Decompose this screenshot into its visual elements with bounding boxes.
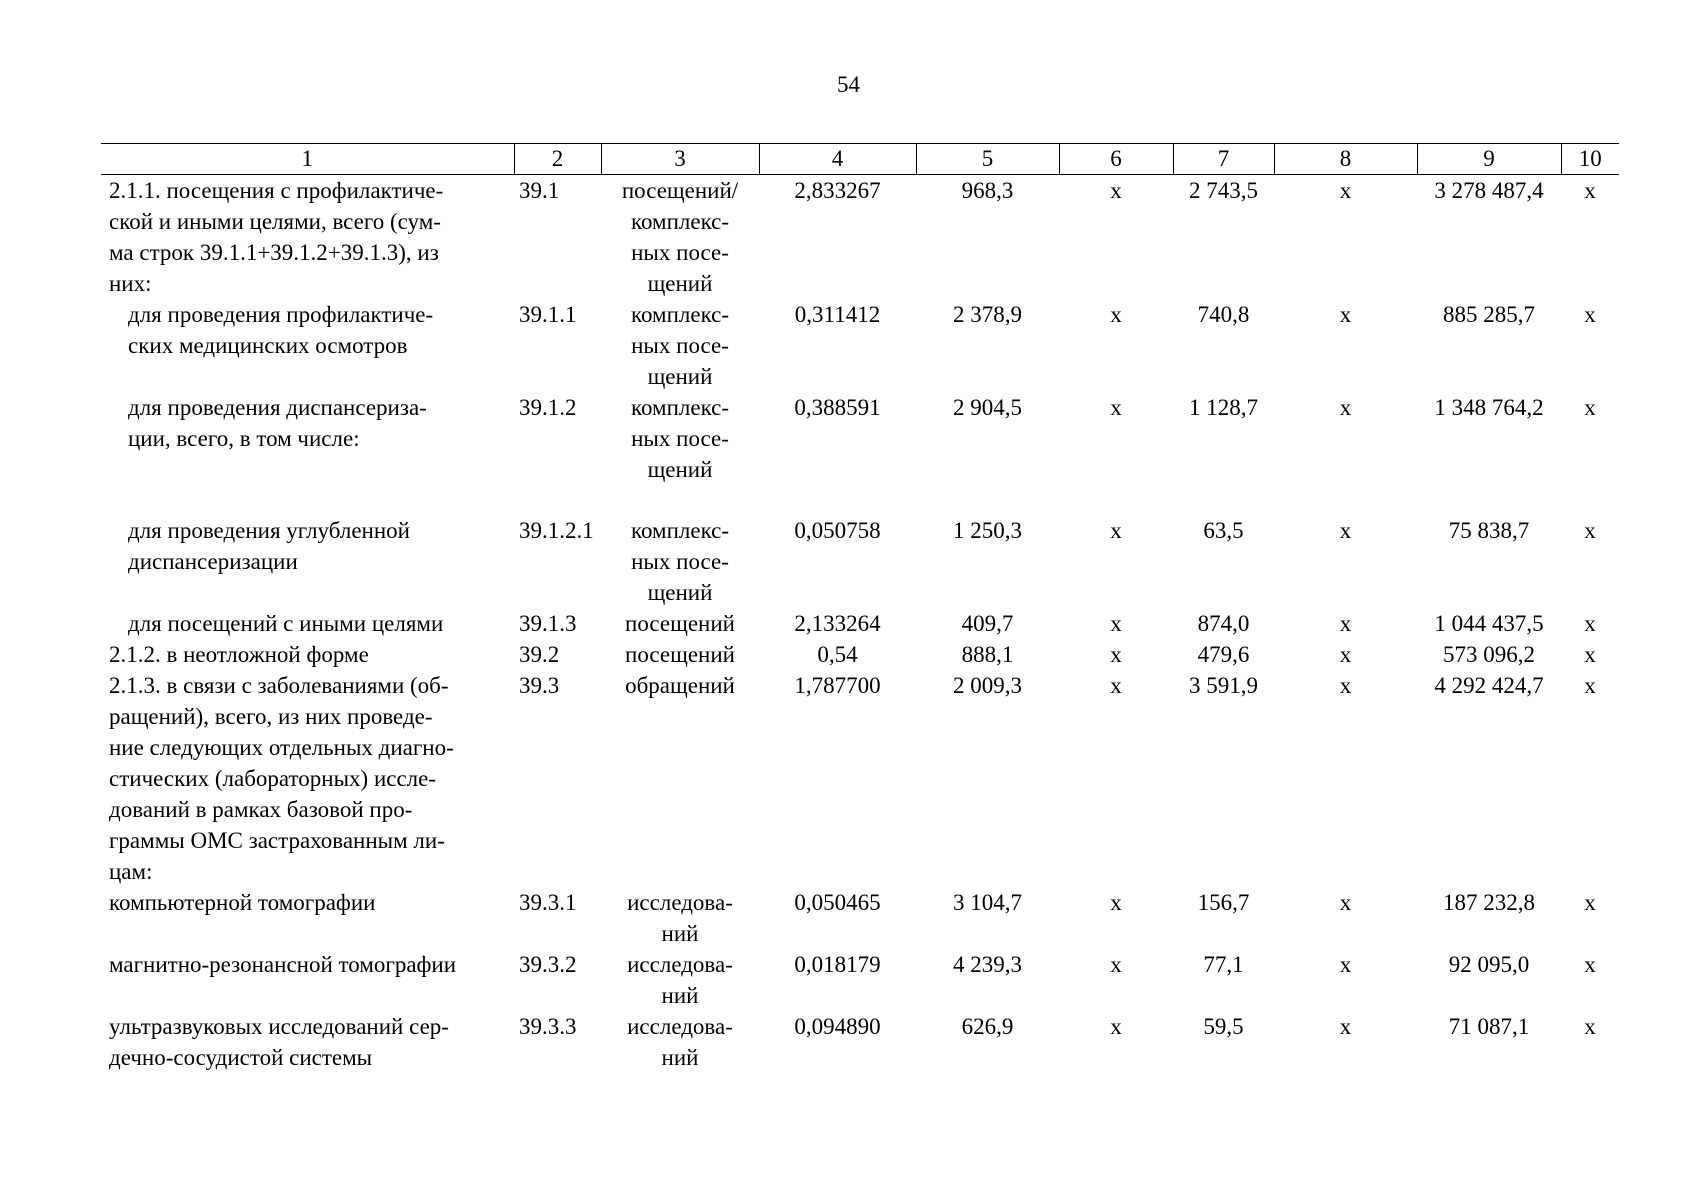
unit-line: ний xyxy=(661,983,699,1008)
unit-line: посещений/ xyxy=(621,178,739,203)
cell-description xyxy=(101,1011,514,1073)
unit-line: ных посе- xyxy=(631,549,729,574)
cell-line-code: 39.1 xyxy=(519,178,560,203)
description-line: граммы ОМС застрахованным ли- xyxy=(109,828,445,853)
cell-col-8: х xyxy=(1339,518,1352,543)
description-line: ской и иными целями, всего (сум- xyxy=(109,209,441,234)
cell-col-10: х xyxy=(1584,302,1596,327)
cell-unit xyxy=(601,392,759,485)
description-line: для проведения профилактиче- xyxy=(128,302,434,327)
header-col-4: 4 xyxy=(759,144,916,175)
table-row xyxy=(101,887,1619,949)
cell-col-4: 0,018179 xyxy=(794,952,881,977)
header-row xyxy=(101,144,1619,175)
cell-col-7: 1 128,7 xyxy=(1189,395,1258,420)
description-line: ние следующих отдельных диагно- xyxy=(109,735,454,760)
unit-line: посещений xyxy=(625,611,735,636)
unit-line: ных посе- xyxy=(631,240,729,265)
description-line: для посещений с иными целями xyxy=(128,611,444,636)
unit-line: щений xyxy=(647,580,713,605)
header-col-1: 1 xyxy=(101,144,514,175)
unit-line: исследова- xyxy=(627,890,733,915)
cell-col-9: 1 044 437,5 xyxy=(1434,611,1544,636)
cell-col-4: 0,094890 xyxy=(794,1014,881,1039)
cell-col-6: х xyxy=(1110,673,1122,698)
unit-line: исследова- xyxy=(627,952,733,977)
unit-line: щений xyxy=(647,457,713,482)
unit-line: щений xyxy=(647,271,713,296)
description-line: ращений), всего, из них проведе- xyxy=(109,704,433,729)
cell-col-4: 1,787700 xyxy=(794,673,881,698)
cell-col-7: 3 591,9 xyxy=(1189,673,1258,698)
header-col-8: 8 xyxy=(1274,144,1417,175)
cell-col-10: х xyxy=(1584,642,1596,667)
table-row xyxy=(101,175,1619,300)
cell-unit xyxy=(601,949,759,1011)
cell-line-code: 39.1.2 xyxy=(519,395,577,420)
header-col-6: 6 xyxy=(1059,144,1173,175)
cell-line-code: 39.3.1 xyxy=(519,890,577,915)
cell-col-6: х xyxy=(1110,611,1122,636)
cell-description xyxy=(101,515,514,608)
unit-line: комплекс- xyxy=(630,209,730,234)
header-col-9: 9 xyxy=(1417,144,1561,175)
table-row xyxy=(101,670,1619,887)
cell-col-6: х xyxy=(1110,302,1122,327)
unit-line: обращений xyxy=(625,673,735,698)
cell-line-code: 39.1.2.1 xyxy=(519,518,594,543)
cell-line-code: 39.3 xyxy=(519,673,560,698)
cell-description xyxy=(101,949,514,1011)
unit-line: ний xyxy=(661,1045,699,1070)
cell-col-10: х xyxy=(1584,673,1596,698)
description-line: дований в рамках базовой про- xyxy=(109,797,413,822)
cell-col-5: 1 250,3 xyxy=(953,518,1022,543)
description-line: ма строк 39.1.1+39.1.2+39.1.3), из xyxy=(109,240,439,265)
header-col-2: 2 xyxy=(514,144,601,175)
cell-description xyxy=(101,175,514,300)
cell-description xyxy=(101,608,514,639)
row-spacer xyxy=(101,485,1619,515)
cell-col-9: 1 348 764,2 xyxy=(1434,395,1544,420)
description-line: дечно-сосудистой системы xyxy=(109,1045,373,1070)
cell-col-7: 874,0 xyxy=(1197,611,1250,636)
cell-col-5: 626,9 xyxy=(961,1014,1014,1039)
description-line: компьютерной томографии xyxy=(109,890,376,915)
table-body xyxy=(101,175,1619,1074)
cell-col-8: х xyxy=(1339,611,1352,636)
cell-col-4: 2,833267 xyxy=(794,178,881,203)
header-col-10: 10 xyxy=(1561,144,1619,175)
cell-description xyxy=(101,887,514,949)
cell-col-10: х xyxy=(1584,395,1596,420)
cell-col-9: 92 095,0 xyxy=(1448,952,1530,977)
header-col-3: 3 xyxy=(601,144,759,175)
page-number: 54 xyxy=(837,72,860,97)
cell-col-5: 968,3 xyxy=(961,178,1014,203)
unit-line: комплекс- xyxy=(630,302,730,327)
cell-col-4: 2,133264 xyxy=(794,611,881,636)
cell-unit xyxy=(601,608,759,639)
cell-col-8: х xyxy=(1339,952,1352,977)
description-line: ультразвуковых исследований сер- xyxy=(109,1014,449,1039)
unit-line: посещений xyxy=(625,642,735,667)
header-col-7: 7 xyxy=(1173,144,1274,175)
cell-unit xyxy=(601,299,759,392)
table-row xyxy=(101,949,1619,1011)
table-row xyxy=(101,1011,1619,1073)
cell-col-9: 71 087,1 xyxy=(1448,1014,1530,1039)
cell-col-5: 2 904,5 xyxy=(953,395,1022,420)
cell-col-7: 740,8 xyxy=(1197,302,1250,327)
table-row xyxy=(101,299,1619,392)
cell-col-4: 0,54 xyxy=(817,642,858,667)
cell-col-10: х xyxy=(1584,611,1596,636)
cell-col-6: х xyxy=(1110,952,1122,977)
cell-unit xyxy=(601,887,759,949)
cell-unit xyxy=(601,670,759,887)
cell-col-4: 0,050758 xyxy=(794,518,881,543)
unit-line: ний xyxy=(661,921,699,946)
description-line: 2.1.3. в связи с заболеваниями (об- xyxy=(109,673,449,698)
cell-col-6: х xyxy=(1110,1014,1122,1039)
cell-col-6: х xyxy=(1110,518,1122,543)
cell-col-5: 888,1 xyxy=(961,642,1014,667)
data-table xyxy=(101,143,1619,1073)
cell-description xyxy=(101,299,514,392)
description-line: стических (лабораторных) иссле- xyxy=(109,766,437,791)
cell-col-5: 3 104,7 xyxy=(953,890,1022,915)
cell-line-code: 39.2 xyxy=(519,642,560,667)
cell-col-8: х xyxy=(1339,642,1352,667)
unit-line: щений xyxy=(647,364,713,389)
cell-col-7: 77,1 xyxy=(1203,952,1244,977)
cell-description xyxy=(101,670,514,887)
cell-col-5: 2 009,3 xyxy=(953,673,1022,698)
table-row xyxy=(101,639,1619,670)
description-line: цам: xyxy=(109,859,153,884)
table-row xyxy=(101,392,1619,485)
cell-col-9: 573 096,2 xyxy=(1443,642,1535,667)
description-line: ских медицинских осмотров xyxy=(128,333,408,358)
description-line: магнитно-резонансной томографии xyxy=(109,952,457,977)
description-line: 2.1.2. в неотложной форме xyxy=(109,642,369,667)
cell-col-8: х xyxy=(1339,1014,1352,1039)
cell-col-4: 0,311412 xyxy=(794,302,881,327)
cell-unit xyxy=(601,1011,759,1073)
cell-unit xyxy=(601,515,759,608)
cell-col-7: 59,5 xyxy=(1203,1014,1244,1039)
cell-description xyxy=(101,639,514,670)
cell-col-8: х xyxy=(1339,673,1352,698)
description-line: для проведения диспансериза- xyxy=(128,395,427,420)
cell-col-9: 885 285,7 xyxy=(1443,302,1535,327)
cell-col-10: х xyxy=(1584,1014,1596,1039)
table-row xyxy=(101,608,1619,639)
cell-unit xyxy=(601,639,759,670)
cell-col-9: 75 838,7 xyxy=(1448,518,1530,543)
cell-col-10: х xyxy=(1584,178,1596,203)
cell-col-8: х xyxy=(1339,395,1352,420)
cell-col-6: х xyxy=(1110,178,1122,203)
cell-line-code: 39.3.3 xyxy=(519,1014,577,1039)
cell-col-7: 156,7 xyxy=(1197,890,1250,915)
cell-line-code: 39.1.1 xyxy=(519,302,577,327)
cell-col-8: х xyxy=(1339,178,1352,203)
description-line: ции, всего, в том числе: xyxy=(128,426,360,451)
cell-description xyxy=(101,392,514,485)
cell-col-9: 3 278 487,4 xyxy=(1434,178,1544,203)
cell-col-5: 4 239,3 xyxy=(953,952,1022,977)
header-col-5: 5 xyxy=(916,144,1059,175)
description-line: для проведения углубленной xyxy=(128,518,410,543)
cell-col-7: 2 743,5 xyxy=(1189,178,1258,203)
unit-line: комплекс- xyxy=(630,518,730,543)
cell-col-10: х xyxy=(1584,518,1596,543)
cell-line-code: 39.1.3 xyxy=(519,611,577,636)
unit-line: комплекс- xyxy=(630,395,730,420)
description-line: них: xyxy=(109,271,152,296)
cell-col-7: 63,5 xyxy=(1203,518,1244,543)
cell-col-8: х xyxy=(1339,890,1352,915)
cell-col-9: 187 232,8 xyxy=(1443,890,1535,915)
cell-col-4: 0,388591 xyxy=(794,395,881,420)
cell-col-4: 0,050465 xyxy=(794,890,881,915)
unit-line: ных посе- xyxy=(631,333,729,358)
unit-line: ных посе- xyxy=(631,426,729,451)
cell-col-6: х xyxy=(1110,642,1122,667)
cell-line-code: 39.3.2 xyxy=(519,952,577,977)
description-line: 2.1.1. посещения с профилактиче- xyxy=(109,178,444,203)
cell-col-8: х xyxy=(1339,302,1352,327)
cell-unit xyxy=(601,175,759,300)
cell-col-6: х xyxy=(1110,890,1122,915)
unit-line: исследова- xyxy=(627,1014,733,1039)
table-row xyxy=(101,515,1619,608)
cell-col-6: х xyxy=(1110,395,1122,420)
cell-col-5: 409,7 xyxy=(961,611,1014,636)
cell-col-7: 479,6 xyxy=(1197,642,1250,667)
cell-col-10: х xyxy=(1584,952,1596,977)
cell-col-9: 4 292 424,7 xyxy=(1434,673,1544,698)
cell-col-10: х xyxy=(1584,890,1596,915)
description-line: диспансеризации xyxy=(128,549,298,574)
cell-col-5: 2 378,9 xyxy=(953,302,1022,327)
